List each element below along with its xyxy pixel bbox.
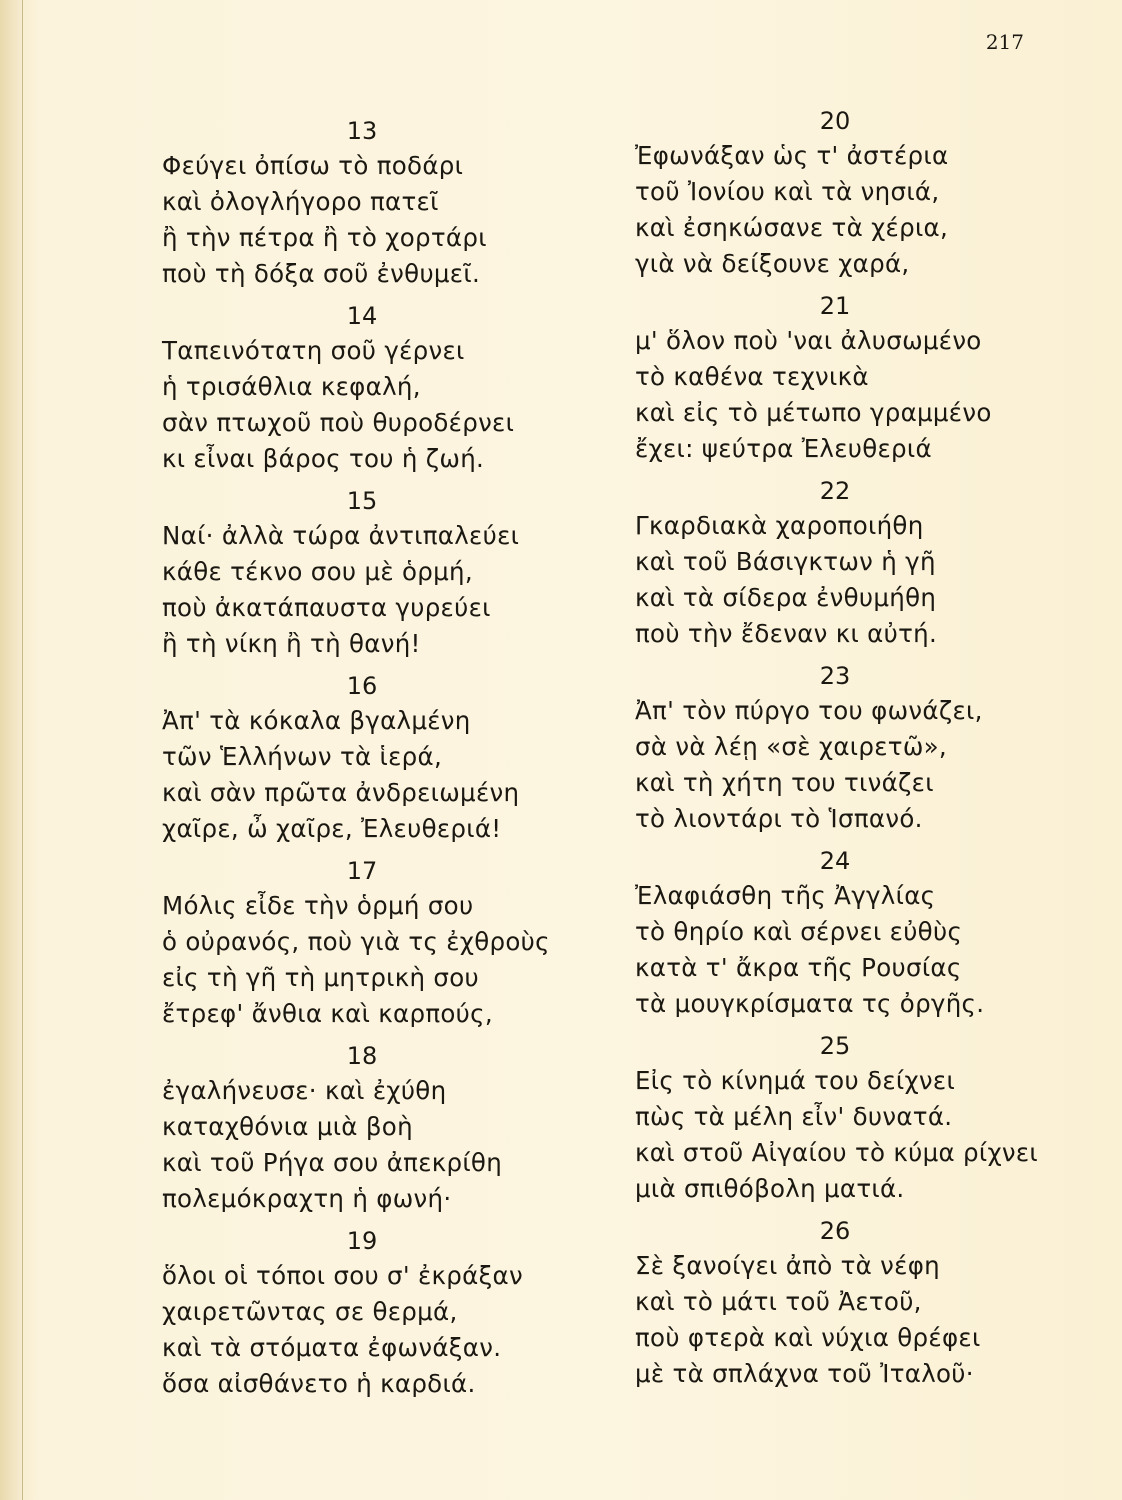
verse-line: τοῦ Ἰονίου καὶ τὰ νησιά, — [635, 177, 940, 206]
verse-line: τὰ μουγκρίσματα τς ὀργῆς. — [635, 989, 985, 1018]
stanza — [635, 659, 1075, 837]
stanza — [162, 854, 602, 1032]
stanza-number: 23 — [819, 662, 851, 690]
verse-line: Φεύγει ὀπίσω τὸ ποδάρι — [162, 151, 464, 180]
verse-line: ποὺ τὴν ἔδεναν κι αὐτή. — [635, 619, 938, 648]
verse-line: τὸ καθένα τεχνικὰ — [635, 362, 869, 391]
verse-line: ἐγαλήνευσε· καὶ ἐχύθη — [162, 1076, 447, 1105]
stanza-number: 17 — [346, 857, 378, 885]
verse-line: ποὺ τὴ δόξα σοῦ ἐνθυμεῖ. — [162, 259, 481, 288]
stanza-number: 13 — [346, 117, 378, 145]
stanza — [162, 669, 602, 847]
verse-line: Γκαρδιακὰ χαροποιήθη — [635, 511, 924, 540]
stanza-number: 19 — [346, 1227, 378, 1255]
verse-line: μὲ τὰ σπλάχνα τοῦ Ἰταλοῦ· — [635, 1359, 974, 1388]
verse-line: Ἀπ' τὰ κόκαλα βγαλμένη — [162, 706, 471, 735]
stanza — [635, 844, 1075, 1022]
verse-line: καὶ σὰν πρῶτα ἀνδρειωμένη — [162, 778, 520, 807]
stanza-number: 22 — [819, 477, 851, 505]
verse-line: κι εἶναι βάρος του ἡ ζωή. — [162, 444, 485, 473]
stanza — [162, 1224, 602, 1402]
verse-line: Ταπεινότατη σοῦ γέρνει — [162, 336, 465, 365]
verse-line: ποὺ φτερὰ καὶ νύχια θρέφει — [635, 1323, 981, 1352]
verse-line: εἰς τὴ γῆ τὴ μητρικὴ σου — [162, 963, 480, 992]
verse-line: ὅσα αἰσθάνετο ἡ καρδιά. — [162, 1369, 476, 1398]
verse-line: τὸ λιοντάρι τὸ Ἱσπανό. — [635, 804, 923, 833]
verse-line: χαῖρε, ὦ χαῖρε, Ἐλευθεριά! — [162, 814, 502, 843]
stanza — [162, 114, 602, 292]
verse-line: καὶ στοῦ Αἰγαίου τὸ κύμα ρίχνει — [635, 1138, 1039, 1167]
verse-line: καὶ τὰ σίδερα ἐνθυμήθη — [635, 583, 937, 612]
verse-line: σὰν πτωχοῦ ποὺ θυροδέρνει — [162, 408, 515, 437]
verse-line: σὰ νὰ λέῃ «σὲ χαιρετῶ», — [635, 732, 948, 761]
verse-line: Ναί· ἀλλὰ τώρα ἀντιπαλεύει — [162, 521, 520, 550]
verse-line: καταχθόνια μιὰ βοὴ — [162, 1112, 413, 1141]
verse-line: Ἐφωνάξαν ὡς τ' ἀστέρια — [635, 141, 949, 170]
verse-line: πὼς τὰ μέλη εἶν' δυνατά. — [635, 1102, 953, 1131]
page-binding-edge — [0, 0, 23, 1500]
right-column — [635, 104, 1075, 1399]
stanza — [162, 299, 602, 477]
verse-line: καὶ τὴ χήτη του τινάζει — [635, 768, 934, 797]
stanza-number: 21 — [819, 292, 851, 320]
stanza — [162, 484, 602, 662]
stanza — [635, 289, 1075, 467]
verse-line: καὶ ἐσηκώσανε τὰ χέρια, — [635, 213, 949, 242]
verse-line: μιὰ σπιθόβολη ματιά. — [635, 1174, 905, 1203]
verse-line: κάθε τέκνο σου μὲ ὁρμή, — [162, 557, 473, 586]
verse-line: ἢ τὴ νίκη ἢ τὴ θανή! — [162, 629, 421, 658]
verse-line: γιὰ νὰ δείξουνε χαρά, — [635, 249, 910, 278]
stanza — [162, 1039, 602, 1217]
verse-line: καὶ τὸ μάτι τοῦ Ἀετοῦ, — [635, 1287, 922, 1316]
verse-line: καὶ τοῦ Ρήγα σου ἀπεκρίθη — [162, 1148, 503, 1177]
stanza — [635, 474, 1075, 652]
stanza-number: 26 — [819, 1217, 851, 1245]
stanza-number: 15 — [346, 487, 378, 515]
verse-line: χαιρετῶντας σε θερμά, — [162, 1297, 458, 1326]
page-number: 217 — [985, 30, 1024, 54]
verse-line: ἡ τρισάθλια κεφαλή, — [162, 372, 421, 401]
stanza-number: 16 — [346, 672, 378, 700]
verse-line: πολεμόκραχτη ἡ φωνή· — [162, 1184, 452, 1213]
verse-line: καὶ τὰ στόματα ἐφωνάξαν. — [162, 1333, 502, 1362]
verse-line: Ἀπ' τὸν πύργο του φωνάζει, — [635, 696, 983, 725]
stanza-number: 14 — [346, 302, 378, 330]
left-column — [162, 114, 602, 1409]
verse-line: κατὰ τ' ἄκρα τῆς Ρουσίας — [635, 953, 962, 982]
stanza-number: 18 — [346, 1042, 378, 1070]
verse-line: μ' ὅλον ποὺ 'ναι ἀλυσωμένο — [635, 326, 982, 355]
stanza — [635, 1029, 1075, 1207]
stanza — [635, 1214, 1075, 1392]
stanza-number: 24 — [819, 847, 851, 875]
verse-line: ποὺ ἀκατάπαυστα γυρεύει — [162, 593, 491, 622]
verse-line: Ἐλαφιάσθη τῆς Ἀγγλίας — [635, 881, 936, 910]
verse-line: τῶν Ἑλλήνων τὰ ἱερά, — [162, 742, 443, 771]
verse-line: καὶ εἰς τὸ μέτωπο γραμμένο — [635, 398, 992, 427]
verse-line: Σὲ ξανοίγει ἀπὸ τὰ νέφη — [635, 1251, 940, 1280]
verse-line: ὅλοι οἱ τόποι σου σ' ἐκράξαν — [162, 1261, 523, 1290]
verse-line: ἔχει: ψεύτρα Ἐλευθεριά — [635, 434, 932, 463]
verse-line: τὸ θηρίο καὶ σέρνει εὐθὺς — [635, 917, 963, 946]
stanza-number: 25 — [819, 1032, 851, 1060]
verse-line: ἢ τὴν πέτρα ἢ τὸ χορτάρι — [162, 223, 487, 252]
verse-line: καὶ ὀλογλήγορο πατεῖ — [162, 187, 439, 216]
stanza-number: 20 — [819, 107, 851, 135]
verse-line: ὁ οὐρανός, ποὺ γιὰ τς ἐχθροὺς — [162, 927, 550, 956]
verse-line: ἔτρεφ' ἄνθια καὶ καρπούς, — [162, 999, 493, 1028]
stanza — [635, 104, 1075, 282]
verse-line: Εἰς τὸ κίνημά του δείχνει — [635, 1066, 956, 1095]
verse-line: καὶ τοῦ Βάσιγκτων ἡ γῆ — [635, 547, 936, 576]
verse-line: Μόλις εἶδε τὴν ὁρμή σου — [162, 891, 474, 920]
